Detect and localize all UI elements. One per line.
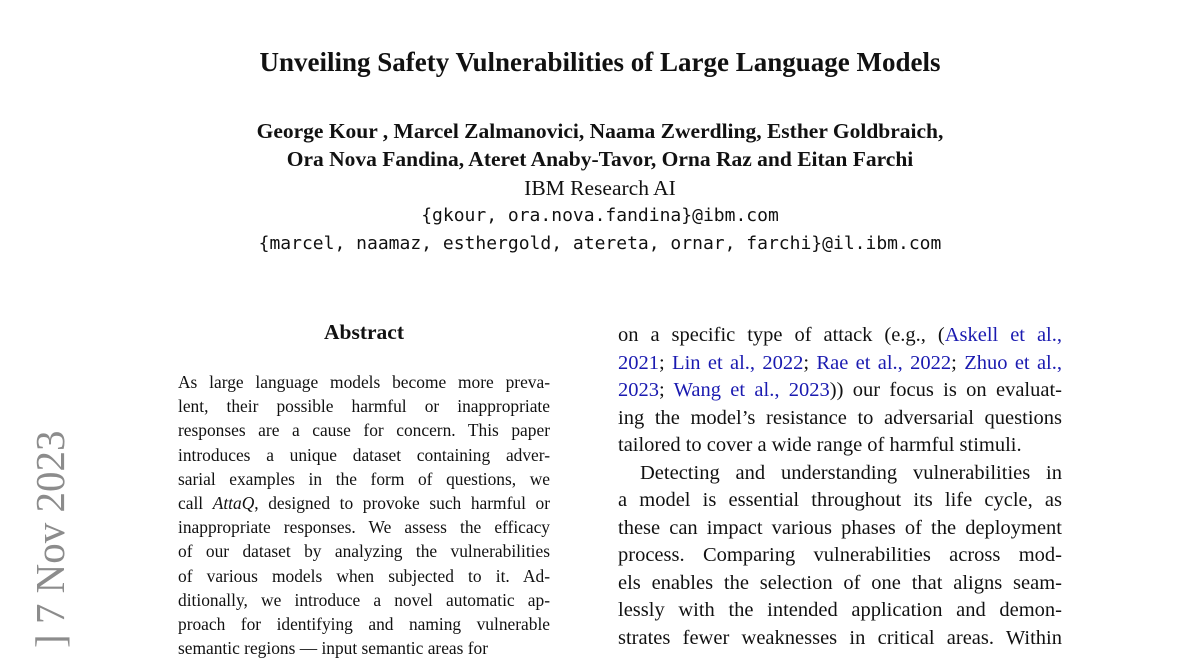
abstract-line: inappropriate responses. We assess the efficacy: [178, 517, 550, 538]
body-line: lessly with the intended application and demon-: [618, 599, 1062, 621]
abstract-line: of various models when subjected to it. Ad-: [178, 565, 550, 586]
body-line: process. Comparing vulnerabilities across mod-: [618, 544, 1062, 566]
affiliation-text: IBM Research AI: [524, 176, 676, 200]
body-line: a model is essential throughout its life cycle, as: [618, 489, 1062, 511]
authors-line-2: Ora Nova Fandina, Ateret Anaby-Tavor, Orna Raz and Eitan Farchi: [286, 147, 914, 171]
abstract-heading: Abstract: [323, 320, 404, 344]
body-line: tailored to cover a wide range of harmful stimuli.: [618, 434, 1022, 456]
body-line: [618, 350, 1062, 378]
abstract-text: , designed to provoke such harmful or: [254, 493, 550, 514]
abstract-line: responses are a cause for concern. This paper: [178, 420, 550, 441]
body-line: [618, 377, 1062, 405]
citation-wang[interactable]: Wang et al., 2023: [673, 379, 830, 401]
arxiv-margin-stamp: ] 7 Nov 2023: [27, 430, 73, 648]
body-line: ing the model’s resistance to adversarial questions: [618, 406, 1062, 429]
abstract-body: [178, 370, 550, 660]
citation-separator: ;: [659, 351, 673, 374]
abstract-line: As large language models become more preva-: [178, 372, 550, 392]
citation-askell[interactable]: Askell et al.,: [944, 324, 1062, 346]
citation-separator: ;: [803, 351, 817, 374]
abstract-line: [178, 491, 550, 515]
abstract-line: semantic regions — input semantic areas for: [178, 638, 489, 659]
abstract-line: sarial examples in the form of questions, we: [178, 468, 550, 489]
body-line: strates fewer weaknesses in critical areas. Within: [618, 626, 1062, 649]
paper-title: Unveiling Safety Vulnerabilities of Large Language Models: [259, 47, 941, 77]
abstract-line: proach for identifying and naming vulnerable: [178, 614, 550, 635]
body-text: on a specific type of attack (e.g., (: [618, 324, 945, 346]
body-line: these can impact various phases of the deployment: [618, 516, 1062, 539]
body-line: [618, 322, 1062, 350]
affiliation: [0, 174, 1200, 202]
body-line: Detecting and understanding vulnerabilities in: [640, 461, 1062, 484]
abstract-line: lent, their possible harmful or inappropriate: [178, 396, 550, 417]
citation-lin[interactable]: Lin et al., 2022: [672, 351, 804, 374]
citation-separator: ;: [951, 351, 965, 374]
abstract-line: of our dataset by analyzing the vulnerabilities: [178, 541, 550, 562]
email-line-1: {gkour, ora.nova.fandina}@ibm.com: [421, 205, 779, 226]
author-emails: [0, 202, 1200, 258]
body-column-right: [618, 322, 1062, 652]
abstract-text: call: [178, 493, 213, 514]
body-text: )) our focus is on evaluat-: [829, 379, 1062, 401]
authors-line-1: George Kour , Marcel Zalmanovici, Naama Zwerdling, Esther Goldbraich,: [256, 119, 944, 143]
email-line-2: {marcel, naamaz, esthergold, atereta, ornar, farchi}@il.ibm.com: [258, 233, 942, 254]
body-line: els enables the selection of one that aligns seam-: [618, 571, 1062, 594]
author-list: [0, 117, 1200, 173]
citation-askell[interactable]: 2021: [618, 351, 659, 374]
abstract-line: introduces a unique dataset containing adver-: [178, 444, 550, 465]
citation-separator: ;: [659, 379, 674, 401]
abstract-line: ditionally, we introduce a novel automatic ap-: [178, 589, 550, 610]
citation-zhuo[interactable]: Zhuo et al.,: [964, 351, 1062, 374]
citation-rae[interactable]: Rae et al., 2022: [816, 351, 952, 374]
citation-zhuo[interactable]: 2023: [618, 379, 659, 401]
dataset-name: AttaQ: [212, 493, 255, 514]
